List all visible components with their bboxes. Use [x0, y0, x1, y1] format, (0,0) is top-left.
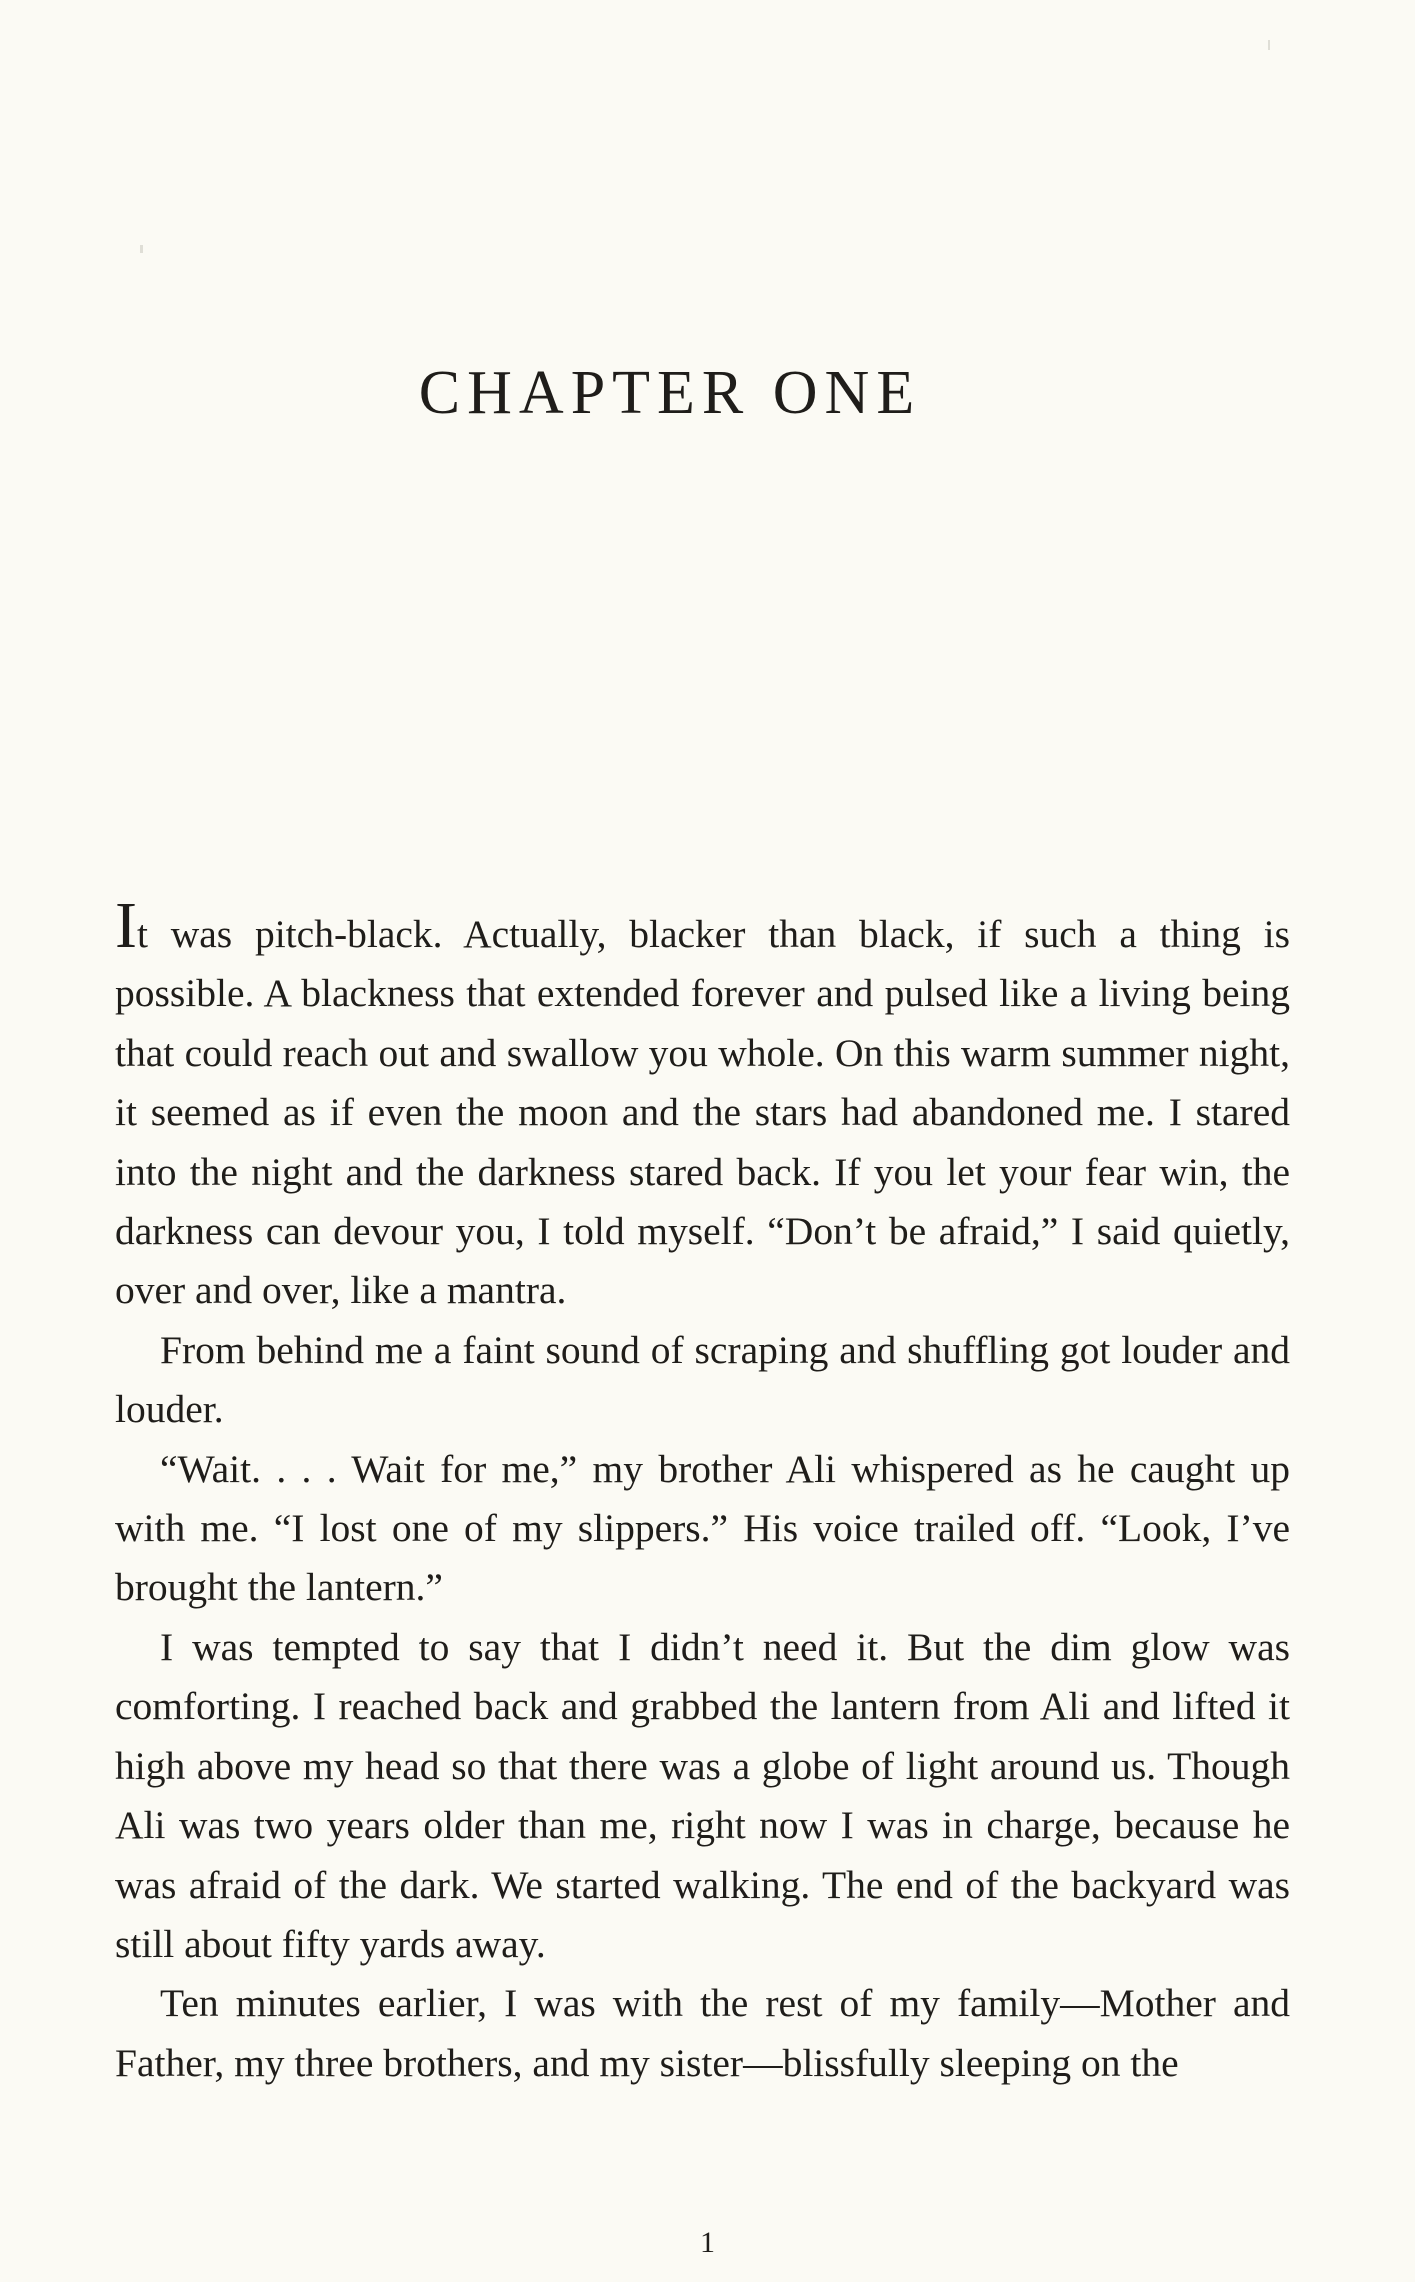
paragraph-4: I was tempted to say that I didn’t need it. But the dim glow was comforting. I reached back and grabbed the lantern from Ali and lifted it high above my head so that there was a globe of light around us. Though Ali was two years older than me, right now I was in charge, because he was afraid of the dark. We started walking. The end of the backyard was still about fifty yards away. [115, 1624, 1290, 1966]
scan-artifact [140, 245, 143, 253]
paragraph-2: From behind me a faint sound of scraping and shuffling got louder and louder. [115, 1327, 1290, 1432]
paragraph-1-text: t was pitch-black. Actually, blacker than black, if such a thing is possible. A blackness that extended forever and pulsed like a living being that could reach out and swallow you whole. On this warm summer night, it seemed as if even the moon and the stars had abandoned me. I stared into the night and the darkness stared back. If you let your fear win, the darkness can devour you, I told myself. “Don’t be afraid,” I said quietly, over and over, like a mantra. [115, 912, 1290, 1313]
paragraph-3: “Wait. . . . Wait for me,” my brother Ali whispered as he caught up with me. “I lost one of my slippers.” His voice trailed off. “Look, I’ve brought the lantern.” [115, 1446, 1290, 1610]
scan-artifact [1268, 40, 1270, 50]
chapter-title: CHAPTER ONE [418, 359, 922, 427]
paragraph-5: Ten minutes earlier, I was with the rest of my family—Mother and Father, my three brothers, and my sister—blissfully sleeping on the [115, 1981, 1290, 2085]
chapter-body [115, 889, 1290, 2093]
drop-cap: I [115, 889, 137, 962]
paragraph-1 [115, 889, 1290, 1321]
page-number: 1 [700, 2226, 715, 2259]
